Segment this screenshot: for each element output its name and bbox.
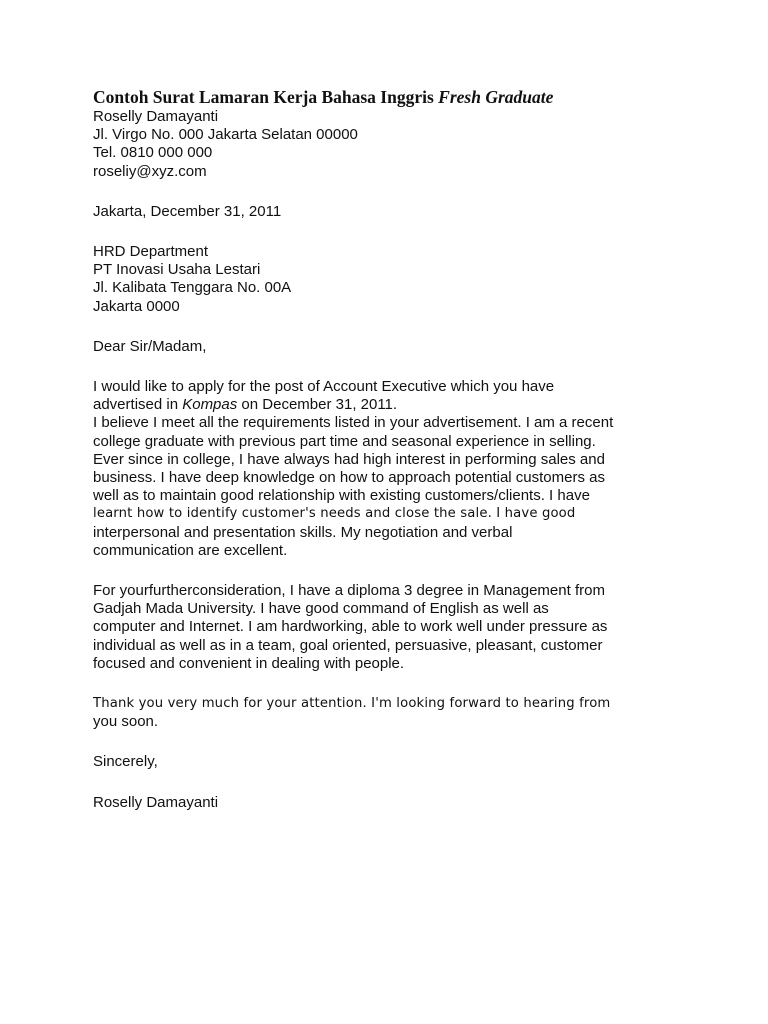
paragraph-line: individual as well as in a team, goal oriented, persuasive, pleasant, customer — [93, 636, 603, 654]
title-main: Contoh Surat Lamaran Kerja Bahasa Inggris — [93, 87, 439, 107]
letter-date: Jakarta, December 31, 2011 — [93, 202, 282, 220]
document-title — [93, 86, 693, 108]
recipient-department: HRD Department — [93, 243, 209, 261]
title-emphasis: Fresh Graduate — [438, 87, 554, 107]
paragraph-line: business. I have deep knowledge on how to approach potential customers as — [93, 469, 605, 487]
paragraph-line: Thank you very much for your attention. I'm looking forward to hearing from — [93, 696, 611, 712]
sender-name: Roselly Damayanti — [93, 108, 219, 125]
paragraph-application — [93, 378, 693, 414]
paragraph-line: I would like to apply for the post of Account Executive which you have — [93, 378, 555, 396]
paragraph-text: on December 31, 2011. — [237, 396, 398, 414]
paragraph-line: well as to maintain good relationship with existing customers/clients. I have — [93, 487, 590, 505]
sender-phone: Tel. 0810 000 000 — [93, 144, 213, 162]
paragraph-line: Gadjah Mada University. I have good command of English as well as — [93, 600, 549, 618]
paragraph-thanks — [93, 695, 693, 731]
salutation: Dear Sir/Madam, — [93, 337, 207, 355]
paragraph-qualifications — [93, 414, 693, 560]
signature-name: Roselly Damayanti — [93, 793, 219, 811]
paragraph-line: college graduate with previous part time and seasonal experience in selling. — [93, 432, 596, 450]
paragraph-line: Ever since in college, I have always had high interest in performing sales and — [93, 450, 605, 468]
paragraph-line: focused and convenient in dealing with people. — [93, 654, 405, 672]
paragraph-line: For yourfurtherconsideration, I have a diploma 3 degree in Management from — [93, 582, 605, 600]
sender-block — [93, 108, 693, 181]
paragraph-text: advertised in — [93, 396, 183, 414]
recipient-city: Jakarta 0000 — [93, 297, 180, 315]
paragraph-line: computer and Internet. I am hardworking, able to work well under pressure as — [93, 618, 608, 636]
sender-email: roseliy@xyz.com — [93, 162, 207, 180]
paragraph-line: you soon. — [93, 713, 159, 731]
recipient-company: PT Inovasi Usaha Lestari — [93, 261, 261, 279]
closing: Sincerely, — [93, 753, 158, 771]
newspaper-name: Kompas — [182, 396, 238, 414]
paragraph-line: communication are excellent. — [93, 541, 288, 559]
paragraph-line: learnt how to identify customer's needs and close the sale. I have good — [93, 506, 576, 522]
paragraph-line — [93, 396, 693, 414]
paragraph-line: interpersonal and presentation skills. My negotiation and verbal — [93, 523, 513, 541]
recipient-street: Jl. Kalibata Tenggara No. 00A — [93, 279, 292, 297]
sender-address: Jl. Virgo No. 000 Jakarta Selatan 00000 — [93, 126, 358, 144]
paragraph-line: I believe I meet all the requirements listed in your advertisement. I am a recent — [93, 414, 614, 432]
recipient-block — [93, 243, 693, 316]
paragraph-education — [93, 582, 693, 673]
cover-letter — [93, 86, 693, 812]
